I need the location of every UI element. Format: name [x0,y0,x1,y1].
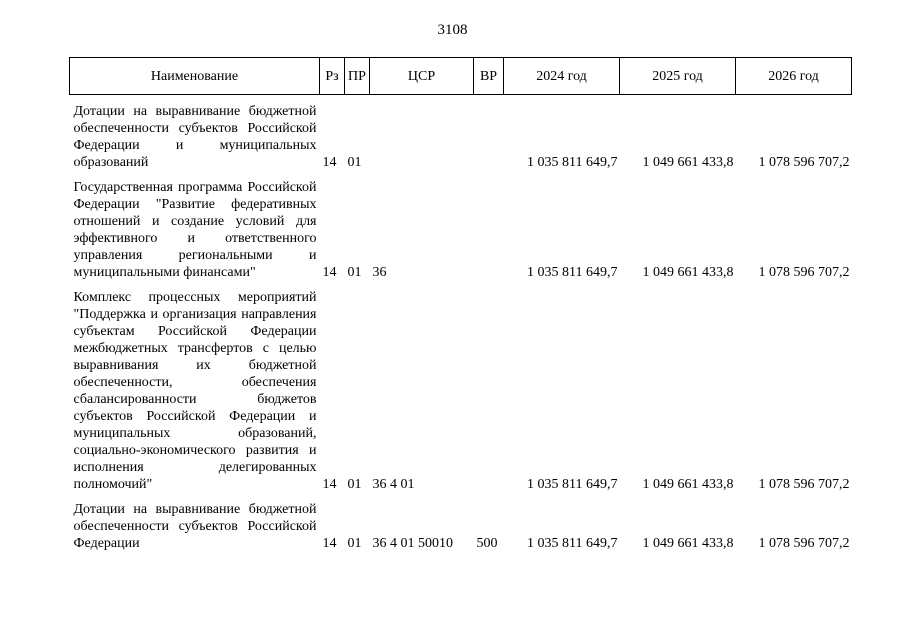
row-2026: 1 078 596 707,2 [758,155,850,170]
row-csr: 36 [372,265,387,280]
table-row [70,493,852,552]
budget-table [69,57,852,552]
table-row [70,281,852,493]
row-rz: 14 [322,155,337,170]
row-rz: 14 [322,477,337,492]
header-vr: ВР [474,58,504,95]
row-csr: 36 4 01 [372,477,415,492]
header-2026: 2026 год [736,58,852,95]
header-name: Наименование [70,58,320,95]
row-vr [474,95,504,172]
header-2024: 2024 год [504,58,620,95]
row-name: Государственная программа Российской Федерации "Развитие федеративных отношений и создание условий для эффективного и ответственного управления региональными и муниципальными финансами" [73,180,317,280]
row-2025: 1 049 661 433,8 [642,155,734,170]
row-name: Дотации на выравнивание бюджетной обеспеченности субъектов Российской Федерации [73,502,317,551]
header-row [70,58,852,95]
row-vr [474,171,504,281]
row-2026: 1 078 596 707,2 [758,265,850,280]
row-name: Комплекс процессных мероприятий "Поддержка и организация направления субъектам Российской Федерации межбюджетных трансфертов с целью выравнивания их бюджетной обеспеченности, обеспечения сбалансированности бюджетов субъектов Российской Федерации и муниципальных образований, социально-экономического развития и исполнения делегированных полномочий" [73,290,317,492]
row-vr: 500 [476,536,498,551]
row-pr: 01 [347,155,362,170]
row-2025: 1 049 661 433,8 [642,536,734,551]
row-2026: 1 078 596 707,2 [758,477,850,492]
header-2025: 2025 год [620,58,736,95]
row-2025: 1 049 661 433,8 [642,477,734,492]
row-csr: 36 4 01 50010 [372,536,453,551]
table-row [70,171,852,281]
header-csr: ЦСР [370,58,474,95]
page-number: 3108 [437,22,468,38]
row-pr: 01 [347,477,362,492]
table-row [70,95,852,172]
row-2025: 1 049 661 433,8 [642,265,734,280]
row-name: Дотации на выравнивание бюджетной обеспеченности субъектов Российской Федерации и муниципальных образований [73,104,317,170]
row-2024: 1 035 811 649,7 [527,477,618,492]
row-2024: 1 035 811 649,7 [527,265,618,280]
row-2024: 1 035 811 649,7 [527,155,618,170]
row-pr: 01 [347,265,362,280]
row-2026: 1 078 596 707,2 [758,536,850,551]
row-rz: 14 [322,536,337,551]
row-pr: 01 [347,536,362,551]
row-rz: 14 [322,265,337,280]
row-csr [370,95,474,172]
header-pr: ПР [345,58,370,95]
header-rz: Рз [320,58,345,95]
row-2024: 1 035 811 649,7 [527,536,618,551]
row-vr [474,281,504,493]
